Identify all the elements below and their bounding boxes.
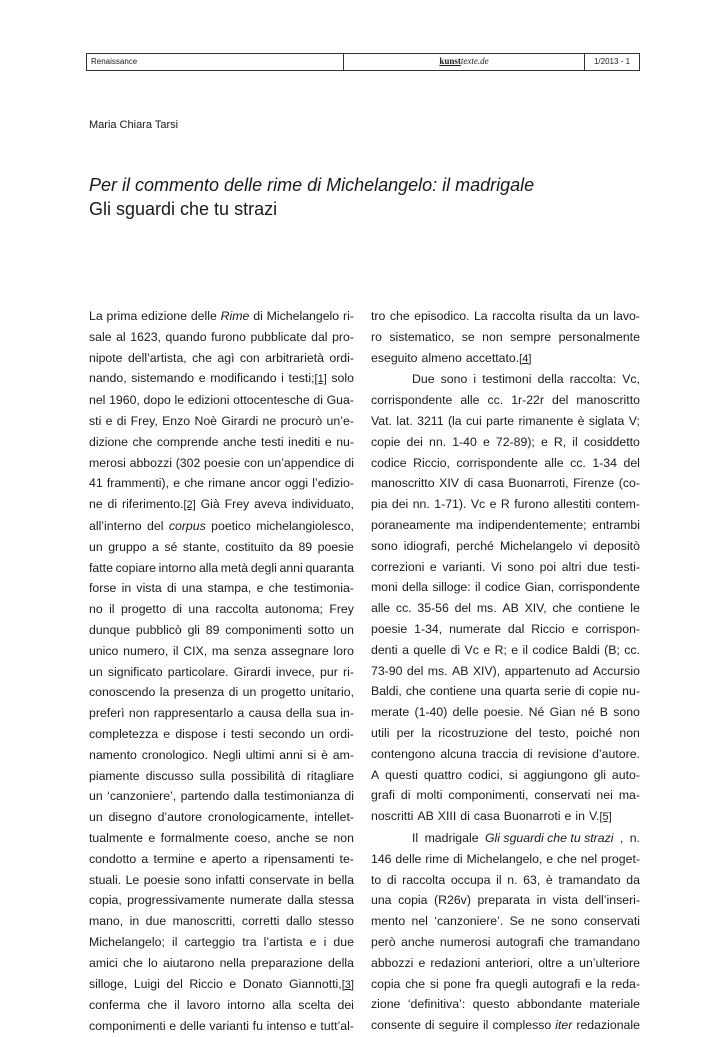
header-section: Renaissance bbox=[91, 57, 138, 66]
text-line: codice Riccio, corrispondente alle cc. 1-34 del bbox=[371, 455, 640, 470]
text-line: conoscendo la presenza di un progetto unitario, bbox=[89, 685, 354, 700]
text-line: 41 frammenti), e che rimane ancor oggi l’edizio- bbox=[89, 476, 354, 491]
text-line: dizione che comprende anche testi inediti e nu- bbox=[89, 434, 354, 449]
text-line: nando, sistemando e modificando i testi;[1] solo bbox=[89, 371, 354, 386]
text-line: amici che lo aiutarono nella preparazione della bbox=[89, 955, 354, 970]
text-line: to di raccolta occupa il n. 63, è tramandato da bbox=[371, 872, 640, 887]
text-line: namento cronologico. Negli ultimi anni si è am- bbox=[89, 747, 354, 762]
journal-logo[interactable] bbox=[343, 54, 584, 70]
text-line: no il progetto di una raccolta autonoma; Frey bbox=[89, 602, 354, 617]
text-line: eseguito almeno accettato.[4] bbox=[371, 350, 532, 365]
text-line: merosi abbozzi (302 poesie con un’appendice di bbox=[89, 455, 354, 470]
text-line: Vat. lat. 3211 (la cui parte rimanente è siglata V; bbox=[371, 413, 640, 428]
text-line: unico numero, il CIX, ma senza assegnare loro bbox=[89, 643, 354, 658]
text-line: poraneamente ma indipendentemente; entrambi bbox=[371, 517, 640, 532]
body-column-right bbox=[371, 306, 640, 1036]
text-line: ro sistematico, se non sempre personalmente bbox=[371, 329, 640, 344]
text-line: nel 1960, dopo le edizioni ottocentesche di Gua- bbox=[89, 393, 354, 408]
text-line: un significato particolare. Girardi invece, pur ri- bbox=[89, 664, 354, 679]
text-line: utili per la ricostruzione del testo, poiché non bbox=[371, 725, 640, 740]
footnote-link[interactable]: [2] bbox=[183, 499, 196, 512]
text-line: componimenti e delle varianti fu intenso e tutt’al- bbox=[89, 1019, 354, 1034]
text-line: Due sono i testimoni della raccolta: Vc, bbox=[412, 372, 640, 387]
text-line: abbozzi e redazioni anteriori, oltre a un’ulteriore bbox=[371, 955, 640, 970]
text-line: sale al 1623, quando furono pubblicate dal pro- bbox=[89, 329, 354, 344]
text-line: copie dei nn. 1-40 e 72-89); e R, il cosiddetto bbox=[371, 434, 640, 449]
text-line: A questi quattro codici, si aggiungono gli auto- bbox=[371, 767, 640, 782]
text-line: conferma che il lavoro intorno alla scelta dei bbox=[89, 998, 354, 1013]
text-line: tualmente e formalmente coeso, anche se non bbox=[89, 830, 354, 845]
text-line: grafi di molti componimenti, conservati nei ma- bbox=[371, 788, 640, 803]
text-line: poesie 1-34, numerate dal Riccio e corrispon- bbox=[371, 621, 640, 636]
text-line: condotto a termine e aperto a ripensamenti te- bbox=[89, 851, 354, 866]
footnote-link[interactable]: [3] bbox=[341, 978, 354, 991]
logo-kunst: kunst bbox=[439, 56, 461, 66]
article-title: Per il commento delle rime di Michelangelo: il madrigale bbox=[89, 175, 535, 195]
text-line: correzioni e varianti. Vi sono poi altri due testi- bbox=[371, 559, 640, 574]
running-header bbox=[86, 53, 640, 71]
header-issue: 1/2013 - 1 bbox=[584, 54, 639, 70]
text-line: però anche numerosi autografi che tramandano bbox=[371, 934, 640, 949]
text-line: 73-90 del ms. AB XIV), appartenuto ad Accursio bbox=[371, 663, 640, 678]
text-line: un disegno d’autore cronologicamente, intellet- bbox=[89, 810, 354, 825]
logo-texte: texte.de bbox=[460, 56, 489, 66]
text-line: denti a quelle di Vc e R; e il codice Baldi (B; cc. bbox=[371, 642, 640, 657]
text-line: dunque pubblicò gli 89 componimenti sotto un bbox=[89, 622, 354, 637]
text-line: tro che episodico. La raccolta risulta da un lavo- bbox=[371, 309, 640, 323]
text-line: manoscritto XIV di casa Buonarroti, Firenze (co- bbox=[371, 476, 640, 491]
text-line: ne di riferimento.[2] Già Frey aveva individuato, bbox=[89, 497, 354, 512]
text-line: stuali. Le poesie sono infatti conservate in bella bbox=[89, 872, 354, 887]
text-line: preferì non rappresentarlo a causa della sua in- bbox=[89, 706, 354, 721]
text-line: Baldi, che contiene una quarta serie di copie nu- bbox=[371, 684, 640, 699]
text-line: un gruppo a sé stante, costituito da 89 poesie bbox=[89, 539, 354, 554]
text-line: Michelangelo; il carteggio tra l’artista e i due bbox=[89, 934, 354, 949]
author-name: Maria Chiara Tarsi bbox=[89, 119, 179, 131]
text-line: Il madrigale Gli sguardi che tu strazi , n. bbox=[412, 830, 640, 845]
text-line: La prima edizione delle Rime di Michelangelo ri- bbox=[89, 309, 354, 323]
text-line: all’interno del corpus poetico michelangiolesco, bbox=[89, 518, 354, 533]
text-line: copia che si pone fra quegli autografi e la reda- bbox=[371, 976, 640, 991]
text-line: una copia (R26v) preparata in vista dell’inseri- bbox=[371, 893, 640, 908]
text-line: corrispondente alle cc. 1r-22r del manoscritto bbox=[371, 393, 640, 408]
text-line: mano, in due manoscritti, corretti dallo stesso bbox=[89, 914, 354, 929]
text-line: noscritti AB XIII di casa Buonarroti e in V.[5] bbox=[371, 809, 612, 824]
text-line: piamente discusso sulla possibilità di ritagliare bbox=[89, 768, 354, 783]
text-line: fatte copiare intorno alla metà degli anni quaranta bbox=[89, 560, 354, 575]
article-subtitle: Gli sguardi che tu strazi bbox=[89, 199, 278, 219]
text-line: nipote dell’artista, che agì con arbitrarietà ordi- bbox=[89, 350, 354, 365]
text-line: un ‘canzoniere’, partendo dalla testimonianza di bbox=[89, 789, 354, 804]
text-line: merate (1-40) delle poesie. Né Gian né B sono bbox=[371, 705, 640, 720]
text-line: 146 delle rime di Michelangelo, e che nel proget- bbox=[371, 851, 640, 866]
text-line: silloge, Luigi del Riccio e Donato Giannotti,[3] bbox=[89, 976, 354, 991]
text-line: alle cc. 35-56 del ms. AB XIV, che contiene le bbox=[371, 601, 640, 616]
text-line: consente di seguire il complesso iter redazionale bbox=[371, 1018, 640, 1033]
text-line: copia, progressivamente numerate dalla stessa bbox=[89, 893, 354, 908]
body-column-left bbox=[89, 306, 354, 1037]
text-line: moni della silloge: il codice Gian, corrispondente bbox=[371, 580, 640, 595]
text-line: sti e di Frey, Enzo Noè Girardi ne procurò un’e- bbox=[89, 413, 354, 428]
text-line: pia dei nn. 1-71). Vc e R furono allestiti contem- bbox=[371, 497, 640, 512]
text-line: contengono alcuna traccia di revisione d’autore. bbox=[371, 746, 640, 761]
text-line: forse in vista di una stampa, e che testimonia- bbox=[89, 581, 354, 596]
text-line: sono idiografi, perché Michelangelo vi depositò bbox=[371, 538, 640, 553]
text-line: mento nel ‘canzoniere’. Se ne sono conservati bbox=[371, 914, 640, 929]
footnote-link[interactable]: [4] bbox=[519, 352, 532, 365]
footnote-link[interactable]: [5] bbox=[599, 811, 612, 824]
text-line: zione ‘definitiva’: questo abbondante materiale bbox=[371, 997, 640, 1012]
footnote-link[interactable]: [1] bbox=[314, 373, 327, 386]
text-line: completezza e dispose i testi secondo un ordi- bbox=[89, 726, 354, 741]
